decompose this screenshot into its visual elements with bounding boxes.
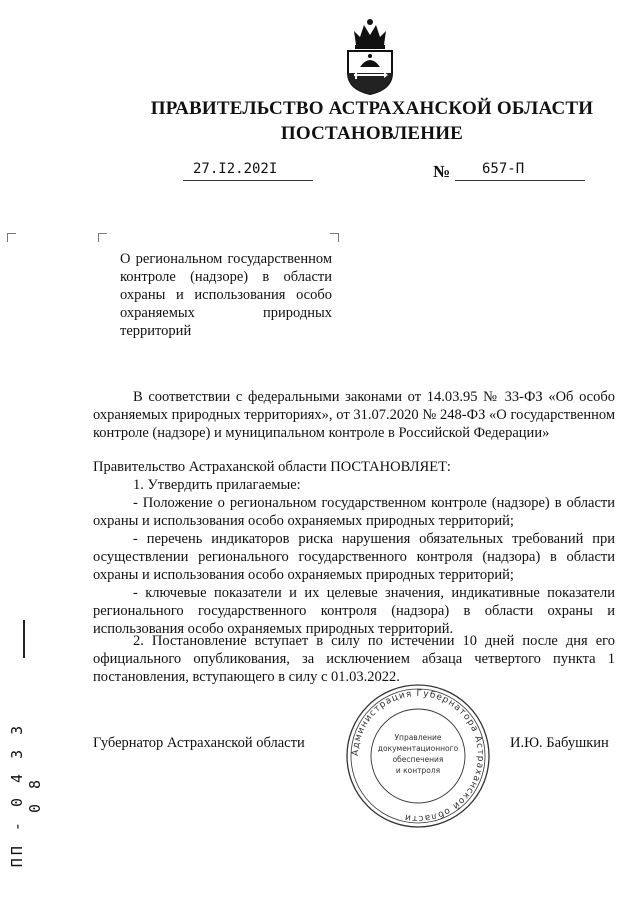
document-subject: О региональном государственном контроле (надзоре) в области охраны и использования особо охраняемых природных территорий	[120, 251, 332, 339]
bullet-key-indicators: - ключевые показатели и их целевые значения, индикативные показатели регионального государственного контроля (надзора) в области охраны и использования особо охраняемых природных территорий.	[93, 585, 615, 637]
preamble-paragraph: В соответствии с федеральными законами от 14.03.95 № 33-ФЗ «Об особо охраняемых природных территориях», от 31.07.2020 № 248-ФЗ «О государственном контроле (надзоре) и муниципальном контроле в Российской Федерации»	[93, 389, 615, 441]
stamp-line: обеспечения	[392, 755, 444, 764]
bullet-regulation: - Положение о региональном государственном контроле (надзоре) в области охраны и использования особо охраняемых природных территорий;	[93, 495, 615, 529]
stamp-line: документационного	[377, 744, 459, 753]
official-stamp	[345, 683, 491, 829]
number-underline	[455, 180, 585, 181]
corner-mark	[7, 233, 16, 242]
document-number: 657-П	[482, 161, 525, 177]
bullet-risk-indicators: - перечень индикаторов риска нарушения обязательных требований при осуществлении регионального государственного контроля (надзора) в области охраны и использования особо охраняемых природных территорий;	[93, 531, 615, 583]
organization-title: ПРАВИТЕЛЬСТВО АСТРАХАНСКОЙ ОБЛАСТИ	[150, 98, 594, 119]
resolves-line: Правительство Астраханской области ПОСТАНОВЛЯЕТ:	[93, 459, 451, 475]
signatory-name: И.Ю. Бабушкин	[510, 735, 609, 751]
corner-mark	[330, 233, 339, 242]
document-type: ПОСТАНОВЛЕНИЕ	[280, 123, 464, 144]
signatory-position: Губернатор Астраханской области	[93, 735, 305, 751]
document-date: 27.I2.202I	[193, 161, 278, 177]
item-1: 1. Утвердить прилагаемые:	[133, 477, 301, 493]
form-serial-number	[8, 712, 44, 872]
serial-text: ПП - 0 4 3 3 0 8	[8, 722, 44, 868]
item-2: 2. Постановление вступает в силу по истечении 10 дней после дня его официального опубликования, за исключением абзаца четвертого пункта 1 постановления, вступающего в силу с 01.03.2022.	[93, 633, 615, 685]
stamp-ring-text: Администрация Губернатора Астраханской области	[350, 688, 486, 824]
stamp-line: Управление	[394, 733, 442, 742]
corner-mark	[98, 233, 107, 242]
coat-of-arms-icon	[340, 15, 400, 95]
stamp-line: и контроля	[395, 766, 441, 775]
date-underline	[183, 180, 313, 181]
margin-line	[23, 620, 25, 658]
number-sign: №	[433, 162, 451, 181]
